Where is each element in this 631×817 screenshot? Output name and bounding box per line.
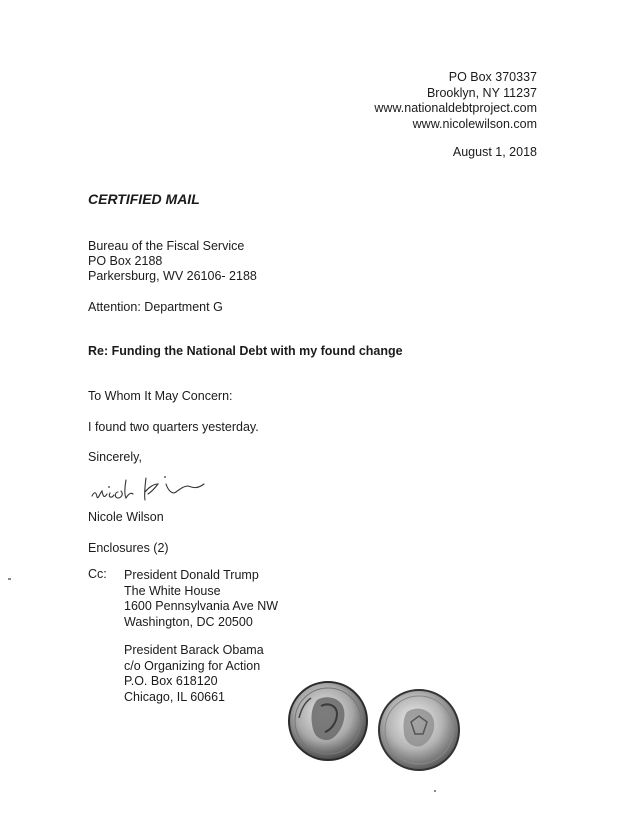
cc-recipient-line: Chicago, IL 60661 bbox=[124, 689, 226, 704]
recipient-line: Parkersburg, WV 26106- 2188 bbox=[88, 269, 257, 283]
sender-website-link: www.nicolewilson.com bbox=[412, 116, 537, 131]
closing: Sincerely, bbox=[88, 450, 142, 464]
cc-recipient-line: President Donald Trump bbox=[124, 568, 259, 582]
quarter-coin-tails-image bbox=[377, 688, 461, 772]
scan-speck bbox=[8, 578, 11, 580]
attention-line: Attention: Department G bbox=[88, 300, 223, 314]
cc-recipient bbox=[124, 568, 278, 630]
handwritten-signature bbox=[88, 472, 218, 508]
sender-address-line: PO Box 370337 bbox=[448, 70, 537, 84]
sender-address-line: Brooklyn, NY 11237 bbox=[426, 85, 537, 100]
cc-recipient-line: P.O. Box 618120 bbox=[124, 674, 218, 688]
scan-speck bbox=[434, 790, 436, 792]
subject-line: Re: Funding the National Debt with my found change bbox=[88, 344, 403, 358]
signer-name: Nicole Wilson bbox=[88, 510, 164, 524]
letter-date: August 1, 2018 bbox=[452, 145, 537, 159]
sender-website-link: www.nationaldebtproject.com bbox=[374, 101, 537, 115]
cc-recipient-line: The White House bbox=[124, 583, 221, 598]
salutation: To Whom It May Concern: bbox=[88, 389, 233, 403]
quarter-coin-heads-image bbox=[287, 680, 369, 762]
body-paragraph: I found two quarters yesterday. bbox=[88, 420, 259, 434]
cc-label: Cc: bbox=[88, 567, 107, 581]
enclosures-note: Enclosures (2) bbox=[88, 541, 169, 555]
recipient-line: PO Box 2188 bbox=[88, 254, 163, 268]
cc-recipient-line: 1600 Pennsylvania Ave NW bbox=[124, 599, 279, 613]
recipient-line: Bureau of the Fiscal Service bbox=[88, 239, 245, 253]
cc-recipient-line: c/o Organizing for Action bbox=[124, 658, 261, 673]
cc-recipient-line: President Barack Obama bbox=[124, 643, 264, 657]
sender-address bbox=[374, 70, 537, 132]
delivery-method-heading: CERTIFIED MAIL bbox=[88, 191, 200, 207]
cc-recipient-line: Washington, DC 20500 bbox=[124, 614, 253, 629]
cc-recipient bbox=[124, 643, 264, 705]
